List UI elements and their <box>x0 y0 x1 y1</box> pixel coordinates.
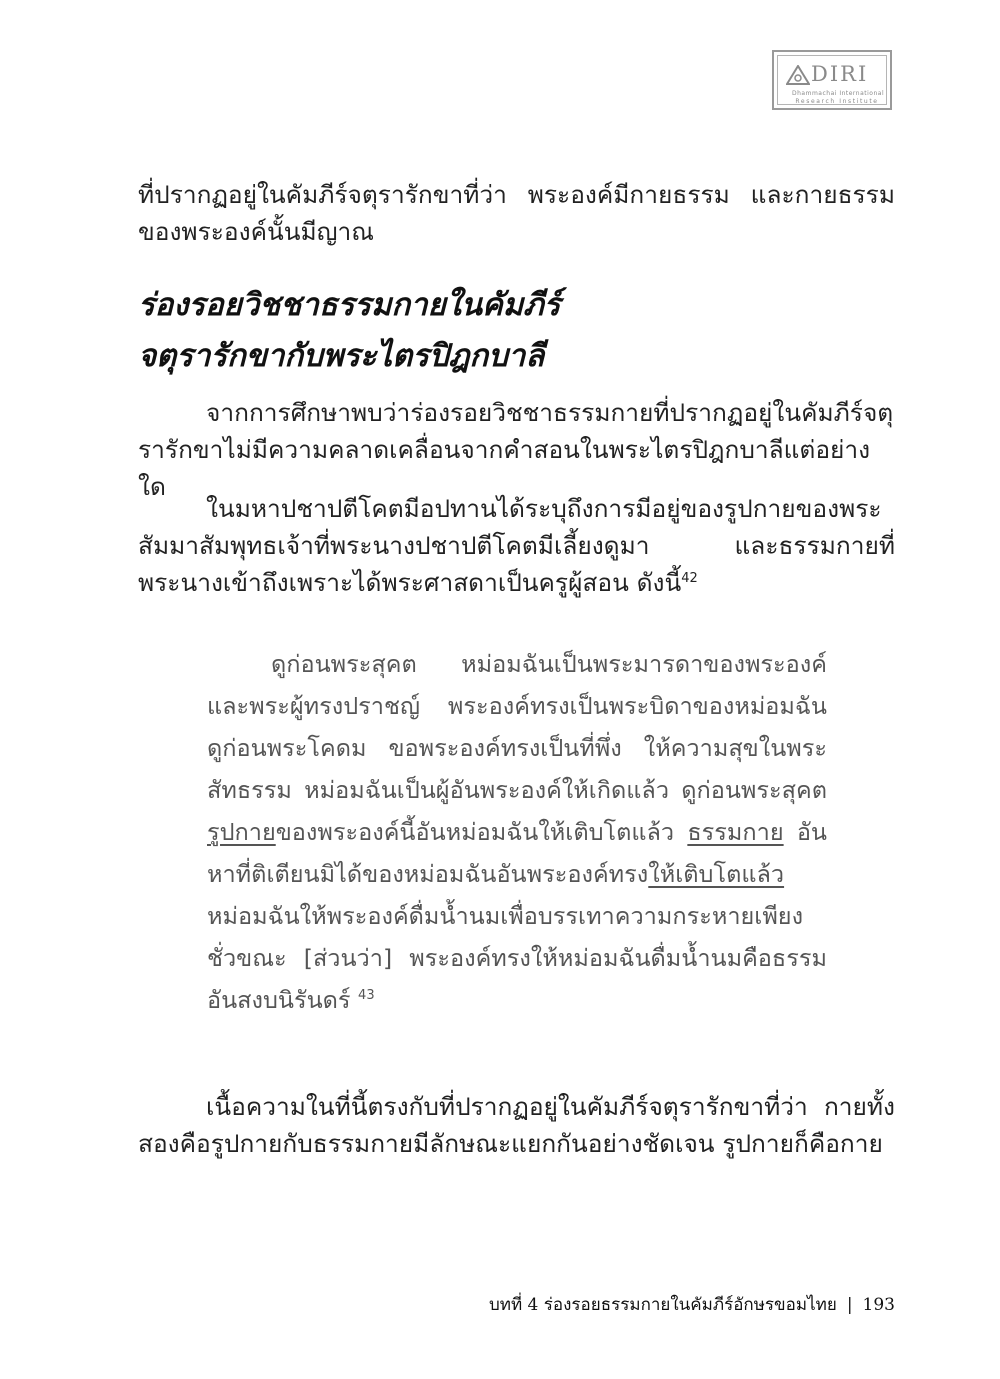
footnote-43[interactable]: 43 <box>358 988 375 1004</box>
page-footer <box>440 1291 895 1318</box>
quote-underline-dhammakaya: ธรรมกาย <box>687 818 784 846</box>
footnote-42[interactable]: 42 <box>681 570 698 586</box>
quote-part-1: ดูก่อนพระสุคต หม่อมฉันเป็นพระมารดาของพระองค์ และพระผู้ทรงปราชญ์ พระองค์ทรงเป็นพระบิดาของหม่อมฉัน ดูก่อนพระโคดม ขอพระองค์ทรงเป็นที่พึ่ง ให้ความสุขในพระสัทธรรม หม่อมฉันเป็นผู้อันพระองค์ให้เกิดแล้ว ดูก่อนพระสุคต <box>207 650 827 804</box>
quote-underline-rupakaya: รูปกาย <box>207 818 276 846</box>
paragraph-2 <box>138 490 895 601</box>
section-heading <box>138 280 895 382</box>
block-quote <box>207 643 827 1021</box>
quote-part-2: ของพระองค์นี้อันหม่อมฉันให้เติบโตแล้ว <box>275 818 688 846</box>
heading-line-1: ร่องรอยวิชชาธรรมกายในคัมภีร์ <box>138 287 561 323</box>
logo-title: DIRI <box>811 62 869 86</box>
paragraph-3: เนื้อความในที่นี้ตรงกับที่ปรากฏอยู่ในคัมภีร์จตุรารักขาที่ว่า กายทั้งสองคือรูปกายกับธรรมกายมีลักษณะแยกกันอย่างชัดเจน รูปกายก็คือกาย <box>138 1092 895 1158</box>
footer-separator: | <box>846 1295 853 1315</box>
logo-frame <box>777 55 887 105</box>
logo-subtitle-line1: Dhammachai International <box>792 90 885 97</box>
triangle-emblem-icon <box>786 65 810 85</box>
quote-underline-grown: ให้เติบโตแล้ว <box>648 860 785 888</box>
paragraph-1: จากการศึกษาพบว่าร่องรอยวิชชาธรรมกายที่ปรากฏอยู่ในคัมภีร์จตุรารักขาไม่มีความคลาดเคลื่อนจากคำสอนในพระไตรปิฎกบาลีแต่อย่างใด <box>138 398 894 501</box>
top-paragraph: ที่ปรากฏอยู่ในคัมภีร์จตุรารักขาที่ว่า พระองค์มีกายธรรม และกายธรรมของพระองค์นั้นมีญาณ <box>138 180 895 246</box>
page-number: 193 <box>862 1295 895 1315</box>
quote-part-4: หม่อมฉันให้พระองค์ดื่มน้ำนมเพื่อบรรเทาความกระหายเพียงชั่วขณะ [ส่วนว่า] พระองค์ทรงให้หม่อมฉันดื่มน้ำนมคือธรรมอันสงบนิรันดร์ <box>207 902 827 1014</box>
paragraph-2-text: ในมหาปชาปตีโคตมีอปทานได้ระบุถึงการมีอยู่ของรูปกายของพระสัมมาสัมพุทธเจ้าที่พระนางปชาปตีโคตมีเลี้ยงดูมา และธรรมกายที่พระนางเข้าถึงเพราะได้พระศาสดาเป็นครูผู้สอน ดังนี้ <box>138 494 895 597</box>
diri-logo <box>772 50 892 110</box>
footer-chapter-title: บทที่ 4 ร่องรอยธรรมกายในคัมภีร์อักษรขอมไทย <box>488 1295 837 1315</box>
logo-subtitle-line2: Research Institute <box>795 98 879 105</box>
quote-part-3: อันหาที่ติเตียนมิได้ของหม่อมฉันอันพระองค์ทรง <box>207 818 827 888</box>
heading-line-2: จตุรารักขากับพระไตรปิฎกบาลี <box>138 338 545 374</box>
